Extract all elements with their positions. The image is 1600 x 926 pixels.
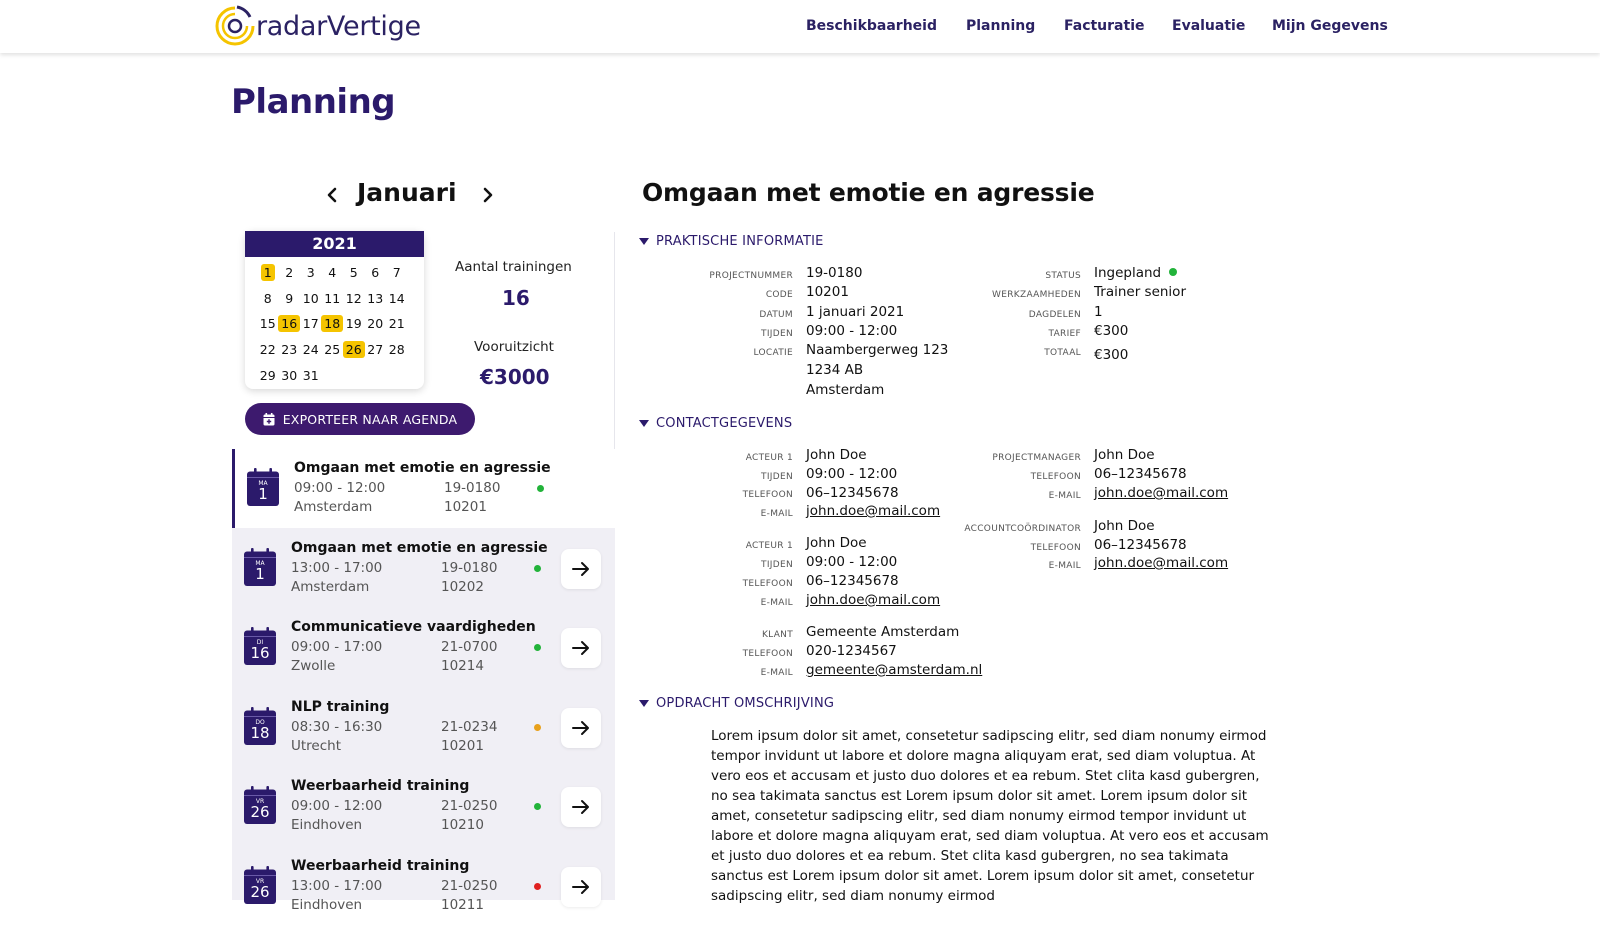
training-project: 21-0234: [441, 718, 498, 735]
accountcoordinator-role: ACCOUNTCOÖRDINATOR: [964, 524, 1081, 534]
calendar-day-number: 17: [302, 316, 319, 332]
arrow-right-icon: [572, 721, 590, 735]
column-divider: [614, 232, 615, 450]
prev-month-button[interactable]: [322, 183, 342, 207]
training-day-abbr: MA: [258, 480, 268, 487]
calendar-day-number: 6: [371, 265, 380, 281]
calendar-day[interactable]: [300, 311, 322, 337]
next-month-button[interactable]: [478, 183, 498, 207]
totaal-label: TOTAAL: [1044, 348, 1081, 358]
training-list-item[interactable]: [232, 449, 615, 528]
calendar-day[interactable]: [343, 286, 365, 312]
accountcoordinator-telefoon: 06–12345678: [1094, 537, 1187, 553]
code-label: CODE: [765, 290, 793, 300]
arrow-right-icon: [572, 800, 590, 814]
projectmanager-email-label: E-MAIL: [1048, 491, 1081, 501]
accountcoordinator-email-link[interactable]: john.doe@mail.com: [1094, 555, 1229, 571]
calendar-day-number: 30: [281, 367, 298, 383]
calendar-day-number: 11: [324, 290, 341, 306]
training-status-dot: [534, 565, 541, 572]
mini-calendar: [245, 231, 424, 389]
calendar-date-icon: [244, 627, 276, 665]
klant-name: Gemeente Amsterdam: [806, 624, 960, 640]
training-code: 10210: [441, 817, 484, 833]
training-title: NLP training: [291, 698, 390, 715]
calendar-day[interactable]: [257, 337, 279, 363]
actor1-email-link[interactable]: john.doe@mail.com: [806, 503, 941, 519]
klant-role: KLANT: [761, 630, 793, 640]
calendar-day[interactable]: [279, 311, 301, 337]
calendar-year: 2021: [245, 231, 424, 257]
actor2-tijden-label: TIJDEN: [761, 560, 793, 570]
calendar-day[interactable]: [365, 337, 387, 363]
section-description-label: OPDRACHT OMSCHRIJVING: [656, 696, 835, 711]
training-status-dot: [537, 485, 544, 492]
training-day-abbr: VR: [255, 877, 265, 885]
training-list-item[interactable]: [232, 688, 615, 767]
calendar-day-number: 9: [285, 290, 294, 306]
training-title: Communicatieve vaardigheden: [291, 619, 536, 635]
forecast-label: Vooruitzicht: [474, 339, 554, 355]
calendar-day-number: 22: [259, 342, 276, 358]
training-status-dot: [534, 644, 541, 651]
actor2-name: John Doe: [806, 535, 867, 551]
arrow-right-icon: [572, 880, 590, 894]
calendar-day[interactable]: [300, 337, 322, 363]
calendar-day[interactable]: [322, 260, 344, 286]
werkzaamheden-value: Trainer senior: [1094, 284, 1186, 300]
locatie-label: LOCATIE: [753, 348, 793, 358]
training-time: 13:00 - 17:00: [291, 559, 383, 576]
training-time: 13:00 - 17:00: [291, 877, 383, 894]
open-training-button[interactable]: [561, 628, 601, 668]
calendar-day[interactable]: [279, 362, 301, 388]
tarief-label: TARIEF: [1048, 329, 1081, 339]
training-city: Eindhoven: [291, 896, 363, 913]
section-practical-toggle[interactable]: [639, 234, 824, 249]
training-status-dot: [534, 803, 541, 810]
projectmanager-telefoon-label: TELEFOON: [1030, 472, 1081, 482]
nav-planning[interactable]: Planning: [966, 18, 1036, 34]
actor2-tijden: 09:00 - 12:00: [806, 554, 898, 570]
calendar-plus-icon: [263, 413, 275, 426]
code-value: 10201: [806, 284, 849, 300]
calendar-day[interactable]: [257, 362, 279, 388]
status-dot: [1169, 268, 1177, 276]
training-project: 21-0700: [441, 639, 498, 655]
open-training-button[interactable]: [561, 708, 601, 748]
actor2-email-link[interactable]: john.doe@mail.com: [806, 592, 941, 608]
calendar-date-icon: [247, 468, 279, 506]
totaal-value: €300: [1094, 347, 1129, 363]
training-day-number: 16: [250, 644, 270, 662]
calendar-date-icon: [244, 707, 276, 745]
projectnummer-label: PROJECTNUMMER: [709, 271, 793, 281]
section-practical-label: PRAKTISCHE INFORMATIE: [656, 234, 824, 249]
nav-evaluatie[interactable]: Evaluatie: [1172, 18, 1246, 34]
training-city: Amsterdam: [294, 499, 373, 515]
calendar-day[interactable]: [257, 311, 279, 337]
projectmanager-name: John Doe: [1094, 447, 1155, 463]
calendar-day-number: 1: [261, 264, 275, 281]
training-day-abbr: MA: [255, 559, 265, 567]
projectmanager-email-link[interactable]: john.doe@mail.com: [1094, 485, 1229, 501]
open-training-button[interactable]: [561, 549, 601, 589]
calendar-day-number: 24: [302, 342, 319, 358]
calendar-day[interactable]: [322, 337, 344, 363]
calendar-day-number: 18: [321, 315, 343, 332]
accountcoordinator-name: John Doe: [1094, 518, 1155, 534]
training-day-abbr: DI: [256, 639, 264, 646]
training-title: Omgaan met emotie en agressie: [291, 539, 548, 556]
actor1-tijden: 09:00 - 12:00: [806, 466, 898, 482]
werkzaamheden-label: WERKZAAMHEDEN: [992, 290, 1081, 300]
actor2-telefoon: 06–12345678: [806, 573, 899, 589]
status-text: Ingepland: [1094, 265, 1162, 281]
training-city: Amsterdam: [291, 578, 370, 595]
training-list-item[interactable]: [232, 608, 615, 687]
projectmanager-telefoon: 06–12345678: [1094, 466, 1187, 482]
top-header: [0, 0, 1600, 53]
calendar-grid: [245, 257, 424, 388]
calendar-day[interactable]: [365, 260, 387, 286]
tijden-value: 09:00 - 12:00: [806, 323, 898, 339]
training-day-abbr: DO: [255, 718, 265, 726]
actor1-telefoon: 06–12345678: [806, 485, 899, 501]
training-code: 10201: [441, 737, 484, 754]
calendar-day[interactable]: [322, 311, 344, 337]
training-list-item[interactable]: [232, 847, 615, 926]
actor1-tijden-label: TIJDEN: [761, 472, 793, 482]
caret-down-icon: [639, 238, 649, 245]
training-code: 10211: [441, 896, 484, 913]
logo[interactable]: [216, 3, 421, 49]
calendar-day-number: 8: [263, 290, 272, 306]
actor2-role: ACTEUR 1: [745, 541, 793, 551]
calendar-day-number: 25: [324, 342, 341, 358]
actor1-email-label: E-MAIL: [760, 509, 793, 519]
projectnummer-value: 19-0180: [806, 265, 863, 281]
chevron-right-icon: [482, 187, 494, 203]
open-training-button[interactable]: [561, 787, 601, 827]
calendar-day-number: 19: [345, 316, 362, 332]
tarief-value: €300: [1094, 323, 1129, 339]
calendar-day[interactable]: [300, 362, 322, 388]
training-code: 10202: [441, 578, 484, 595]
calendar-day-number: 10: [302, 290, 319, 306]
training-title: Omgaan met emotie en agressie: [294, 460, 551, 476]
training-day-abbr: VR: [255, 798, 265, 805]
calendar-day-number: 15: [259, 316, 276, 332]
training-project: 21-0250: [441, 877, 498, 894]
locatie-line2: 1234 AB: [806, 362, 864, 378]
actor1-role: ACTEUR 1: [745, 453, 793, 463]
training-day-number: 26: [250, 803, 270, 821]
training-time: 08:30 - 16:30: [291, 718, 383, 735]
training-city: Utrecht: [291, 737, 342, 754]
calendar-day-number: 20: [367, 316, 384, 332]
calendar-day[interactable]: [386, 286, 408, 312]
training-time: 09:00 - 12:00: [294, 480, 386, 496]
locatie-line1: Naambergerweg 123: [806, 342, 949, 358]
calendar-day-number: 12: [345, 290, 362, 306]
section-contact-label: CONTACTGEGEVENS: [656, 416, 793, 431]
trainings-count-label: Aantal trainingen: [455, 259, 572, 275]
calendar-day[interactable]: [300, 286, 322, 312]
training-day-number: 1: [258, 485, 268, 503]
radar-logo-icon: [216, 3, 254, 49]
training-status-dot: [534, 883, 541, 890]
calendar-day-number: 26: [343, 341, 365, 358]
calendar-day[interactable]: [279, 260, 301, 286]
calendar-day-number: 23: [281, 342, 298, 358]
calendar-day-number: 3: [306, 265, 315, 281]
calendar-day-number: 5: [349, 265, 358, 281]
calendar-day[interactable]: [343, 311, 365, 337]
calendar-day-number: 4: [328, 265, 337, 281]
calendar-date-icon: [244, 548, 276, 586]
training-title: Weerbaarheid training: [291, 778, 470, 794]
export-to-agenda-button[interactable]: [245, 403, 475, 435]
calendar-date-icon: [244, 786, 276, 824]
calendar-day[interactable]: [300, 260, 322, 286]
training-project: 21-0250: [441, 798, 498, 814]
training-project: 19-0180: [444, 480, 501, 496]
training-time: 09:00 - 12:00: [291, 798, 383, 814]
trainings-count-value: 16: [502, 286, 530, 310]
chevron-left-icon: [326, 187, 338, 203]
klant-telefoon-label: TELEFOON: [742, 649, 793, 659]
status-value: [1094, 265, 1177, 281]
page-title: Planning: [231, 82, 396, 122]
calendar-day[interactable]: [386, 260, 408, 286]
calendar-day-number: 21: [388, 316, 405, 332]
training-project: 19-0180: [441, 559, 498, 576]
calendar-day[interactable]: [279, 337, 301, 363]
training-city: Zwolle: [291, 658, 336, 674]
calendar-day[interactable]: [365, 286, 387, 312]
dagdelen-value: 1: [1094, 304, 1103, 320]
dagdelen-label: DAGDELEN: [1028, 310, 1081, 320]
calendar-day-number: 28: [388, 342, 405, 358]
section-contact-toggle[interactable]: [639, 416, 792, 431]
training-list: [232, 449, 615, 913]
actor1-telefoon-label: TELEFOON: [742, 490, 793, 500]
locatie-line3: Amsterdam: [806, 382, 885, 398]
nav-facturatie[interactable]: Facturatie: [1064, 18, 1145, 34]
datum-value: 1 januari 2021: [806, 304, 905, 320]
description-text: Lorem ipsum dolor sit amet, consetetur sadipscing elitr, sed diam nonumy eirmod tempor invidunt ut labore et dolore magna aliquyam erat, sed diam voluptua. At vero eos et accusam et justo duo dolores et ea rebum. Stet clita kasd gubergren, no sea takimata sanctus est Lorem ipsum dolor sit amet. Lorem ipsum dolor sit amet, consetetur sadipscing elitr, sed diam nonumy eirmod tempor invidunt ut labore et dolore magna aliquyam erat, sed diam voluptua. At vero eos et accusam et justo duo dolores et ea rebum. Stet clita kasd gubergren, no sea takimata sanctus est Lorem ipsum dolor sit amet. Lorem ipsum dolor sit amet, consetetur sadipscing elitr, sed diam nonumy eirmod: [711, 728, 1269, 904]
tijden-label: TIJDEN: [761, 329, 793, 339]
accountcoordinator-email-label: E-MAIL: [1048, 561, 1081, 571]
arrow-right-icon: [572, 641, 590, 655]
training-day-number: 26: [250, 882, 270, 901]
training-list-item[interactable]: [232, 529, 615, 608]
month-label: Januari: [357, 178, 457, 207]
arrow-right-icon: [572, 562, 590, 576]
calendar-day[interactable]: [257, 286, 279, 312]
calendar-day[interactable]: [365, 311, 387, 337]
training-title: Weerbaarheid training: [291, 857, 470, 874]
nav-mijn-gegevens[interactable]: Mijn Gegevens: [1272, 18, 1388, 34]
calendar-day-number: 27: [367, 342, 384, 358]
calendar-day[interactable]: [386, 311, 408, 337]
training-code: 10201: [444, 499, 487, 515]
datum-label: DATUM: [759, 310, 793, 320]
export-button-label: EXPORTEER NAAR AGENDA: [282, 411, 458, 427]
calendar-day[interactable]: [257, 260, 279, 286]
training-day-number: 1: [255, 564, 265, 583]
calendar-day[interactable]: [322, 286, 344, 312]
calendar-day-number: 7: [392, 265, 401, 281]
actor2-telefoon-label: TELEFOON: [742, 579, 793, 589]
klant-email-label: E-MAIL: [760, 668, 793, 678]
calendar-day-number: 13: [367, 290, 384, 306]
training-list-item[interactable]: [232, 767, 615, 846]
calendar-day[interactable]: [343, 260, 365, 286]
training-day-number: 18: [250, 723, 270, 742]
klant-email-link[interactable]: gemeente@amsterdam.nl: [806, 662, 983, 678]
projectmanager-role: PROJECTMANAGER: [992, 453, 1081, 463]
forecast-value: €3000: [480, 365, 550, 389]
klant-telefoon: 020-1234567: [806, 643, 897, 659]
calendar-day-number: 16: [278, 315, 300, 332]
status-label: STATUS: [1045, 271, 1081, 281]
actor2-email-label: E-MAIL: [760, 598, 793, 608]
training-time: 09:00 - 17:00: [291, 639, 383, 655]
calendar-day[interactable]: [386, 337, 408, 363]
open-training-button[interactable]: [561, 867, 601, 907]
training-code: 10214: [441, 658, 484, 674]
section-description-toggle[interactable]: [639, 696, 834, 711]
training-status-dot: [534, 724, 541, 731]
calendar-date-icon: [244, 866, 276, 904]
caret-down-icon: [639, 700, 649, 707]
accountcoordinator-telefoon-label: TELEFOON: [1030, 543, 1081, 553]
calendar-day-number: 31: [302, 367, 319, 383]
training-detail-title: Omgaan met emotie en agressie: [642, 178, 1095, 207]
actor1-name: John Doe: [806, 447, 867, 463]
calendar-day-number: 14: [388, 290, 405, 306]
training-city: Eindhoven: [291, 817, 363, 833]
caret-down-icon: [639, 420, 649, 427]
calendar-day[interactable]: [279, 286, 301, 312]
calendar-day[interactable]: [343, 337, 365, 363]
logo-text: radarVertige: [256, 10, 421, 42]
calendar-day-number: 29: [259, 367, 276, 383]
calendar-day-number: 2: [285, 265, 294, 281]
nav-beschikbaarheid[interactable]: Beschikbaarheid: [806, 18, 937, 34]
